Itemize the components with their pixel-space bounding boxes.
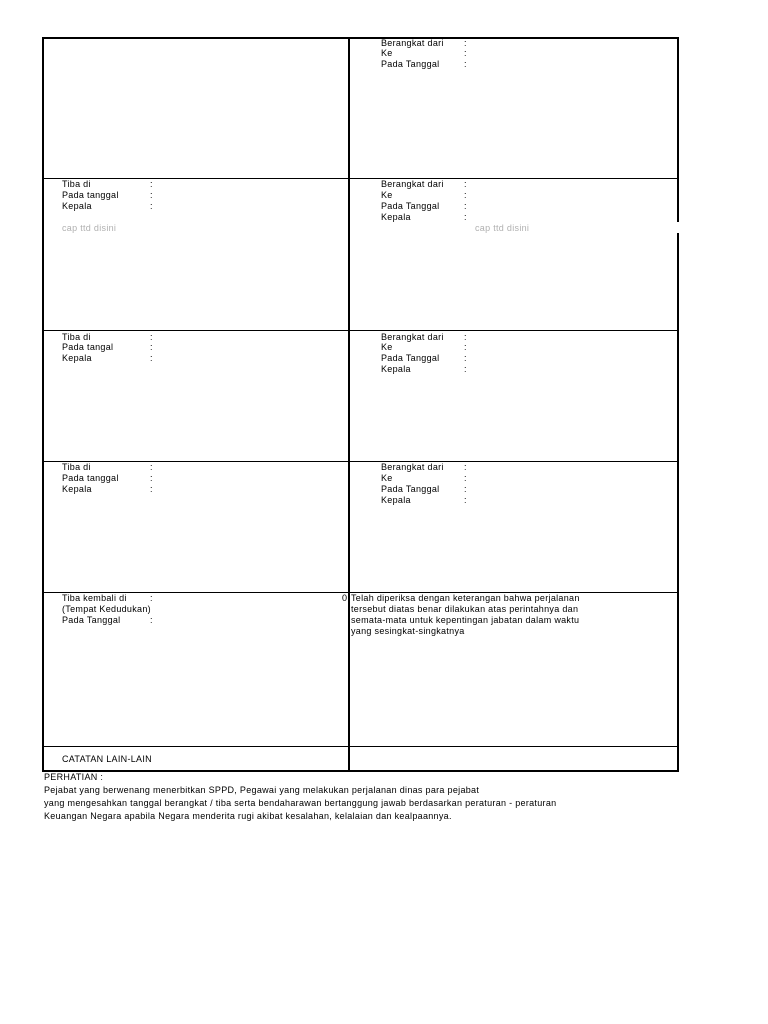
row-marker: 0 [342,593,348,603]
column-divider [348,37,350,772]
label-berangkat-dari: Berangkat dari [381,332,444,342]
catatan-label: CATATAN LAIN-LAIN [62,754,152,764]
colon: : [464,201,467,211]
colon: : [150,484,153,494]
colon: : [150,593,153,603]
label-tiba-di: Tiba di [62,332,91,342]
label-pada-tanggal: Pada Tanggal [381,353,440,363]
label-kepala: Kepala [381,212,411,222]
row-divider-1 [42,178,679,179]
label-kepala: Kepala [381,364,411,374]
perhatian-line: Keuangan Negara apabila Negara menderita rugi akibat kesalahan, kelalaian dan kealpaannya. [44,811,452,821]
colon: : [150,473,153,483]
colon: : [464,59,467,69]
verification-line: tersebut diatas benar dilakukan atas perintahnya dan [351,604,579,614]
row-divider-3 [42,461,679,462]
perhatian-title: PERHATIAN : [44,772,104,782]
label-pada-tanggal: Pada Tanggal [381,201,440,211]
colon: : [150,332,153,342]
colon: : [150,353,153,363]
label-ke: Ke [381,342,393,352]
row-divider-5 [42,746,679,747]
label-ke: Ke [381,190,393,200]
colon: : [150,462,153,472]
label-kepala: Kepala [62,353,92,363]
label-kepala: Kepala [62,484,92,494]
colon: : [464,462,467,472]
label-pada-tanggal: Pada Tanggal [62,615,121,625]
colon: : [464,332,467,342]
label-pada-tanggal: Pada tanggal [62,190,119,200]
label-berangkat-dari: Berangkat dari [381,38,444,48]
colon: : [464,484,467,494]
label-berangkat-dari: Berangkat dari [381,462,444,472]
label-pada-tanggal: Pada Tanggal [381,59,440,69]
colon: : [464,179,467,189]
label-tiba-di: Tiba di [62,179,91,189]
colon: : [150,201,153,211]
colon: : [150,342,153,352]
label-ke: Ke [381,48,393,58]
label-tempat-kedudukan: (Tempat Kedudukan) [62,604,151,614]
label-pada-tanggal: Pada tanggal [62,473,119,483]
colon: : [150,179,153,189]
perhatian-line: yang mengesahkan tanggal berangkat / tiba serta bendaharawan bertanggung jawab berdasarkan peraturan - peraturan [44,798,557,808]
stamp-placeholder: cap ttd disini [475,223,530,233]
colon: : [464,342,467,352]
verification-line: Telah diperiksa dengan keterangan bahwa perjalanan [351,593,580,603]
label-pada-tanggal: Pada tangal [62,342,114,352]
row-divider-2 [42,330,679,331]
colon: : [464,364,467,374]
colon: : [464,212,467,222]
label-ke: Ke [381,473,393,483]
stamp-placeholder: cap ttd disini [62,223,117,233]
colon: : [464,48,467,58]
label-kepala: Kepala [381,495,411,505]
label-tiba-di: Tiba di [62,462,91,472]
verification-line: yang sesingkat-singkatnya [351,626,465,636]
frame-edge-gap [676,222,680,233]
label-tiba-kembali: Tiba kembali di [62,593,127,603]
colon: : [464,353,467,363]
perhatian-line: Pejabat yang berwenang menerbitkan SPPD, Pegawai yang melakukan perjalanan dinas para pejabat [44,785,480,795]
colon: : [464,190,467,200]
frame-edge-tick [677,233,679,243]
travel-form-frame [42,37,679,772]
colon: : [464,38,467,48]
label-kepala: Kepala [62,201,92,211]
colon: : [464,473,467,483]
label-berangkat-dari: Berangkat dari [381,179,444,189]
colon: : [150,615,153,625]
verification-line: semata-mata untuk kepentingan jabatan dalam waktu [351,615,580,625]
colon: : [150,190,153,200]
label-pada-tanggal: Pada Tanggal [381,484,440,494]
colon: : [464,495,467,505]
